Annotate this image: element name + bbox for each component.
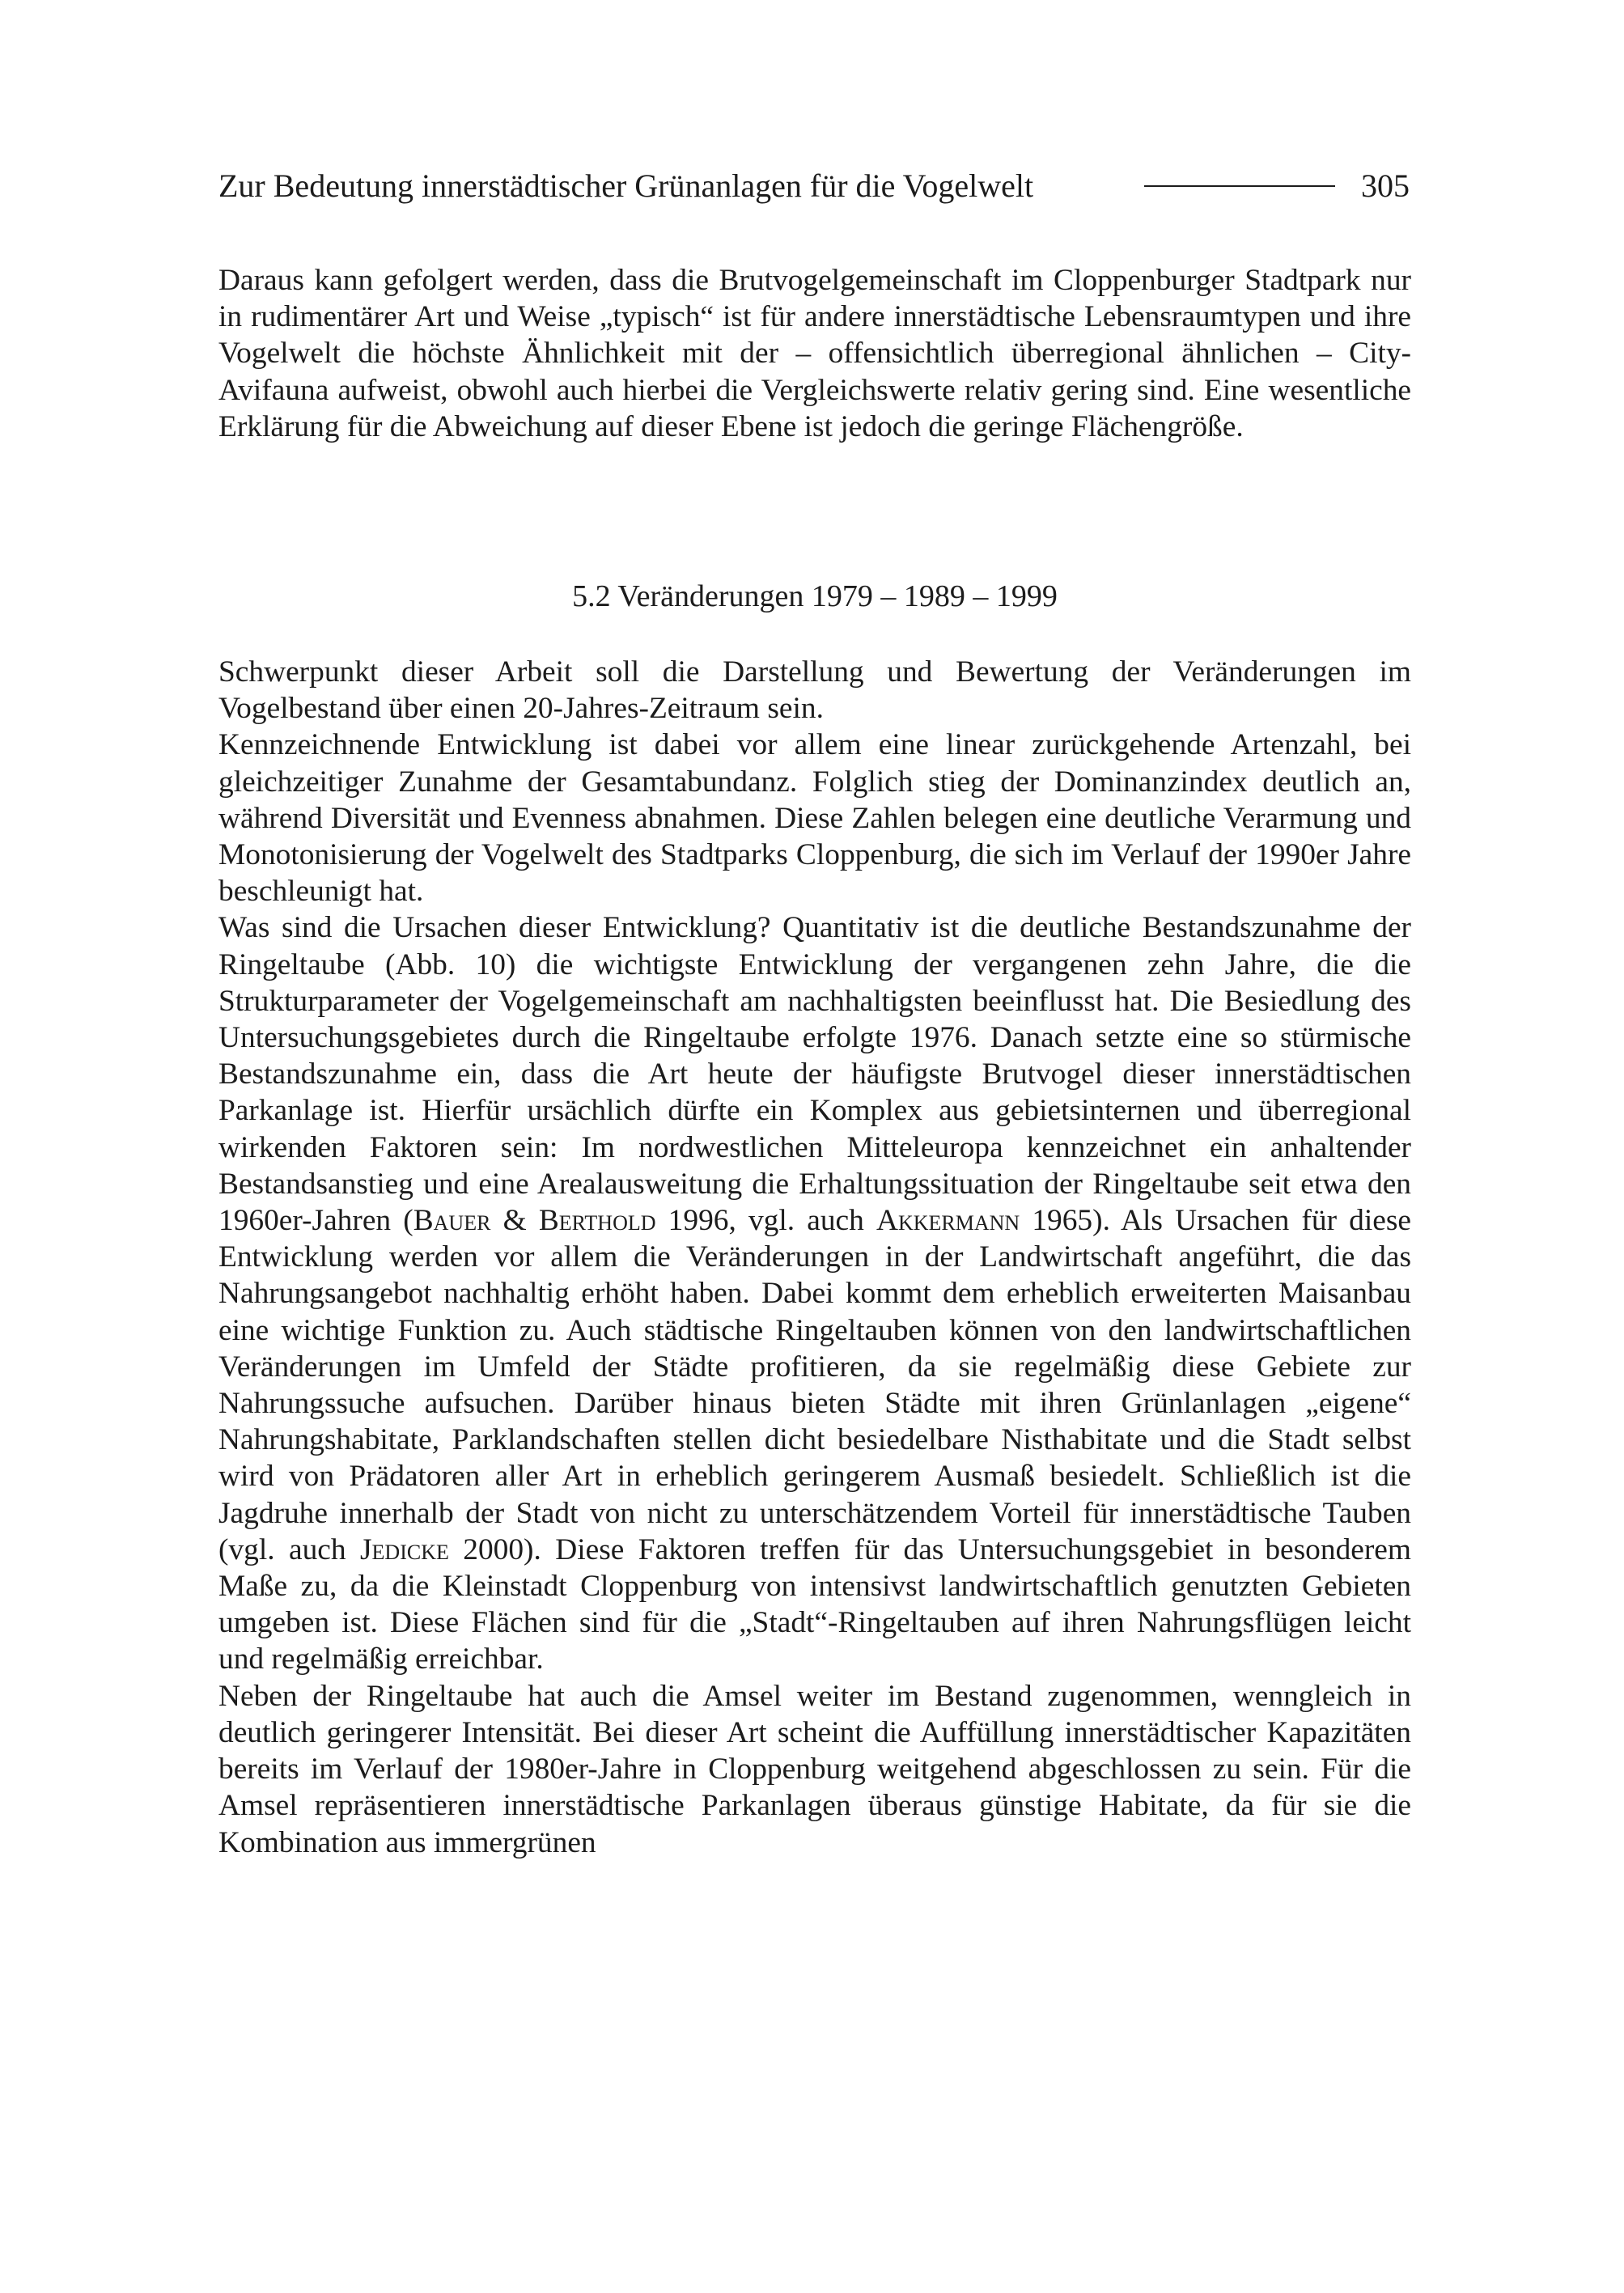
paragraph-3-text-2: 1996, vgl. auch xyxy=(655,1204,876,1238)
section-paragraph-3 xyxy=(218,909,1411,1677)
section-paragraph-2: Kennzeichnende Entwicklung ist dabei vor allem eine linear zurückgehende Artenzahl, bei gleichzeitiger Zunahme der Gesamtabundanz. Folglich stieg der Dominanzindex deutlich an, während Diversität und Evenness abnahmen. Diese Zahlen belegen eine deutliche Verarmung und Monotonisierung der Vogelwelt des Stadtparks Cloppenburg, die sich im Verlauf der 1990er Jahre beschleunigt hat. xyxy=(218,728,1411,909)
citation-author-akkermann: Akkermann xyxy=(876,1204,1020,1238)
section-paragraph-1: Schwerpunkt dieser Arbeit soll die Darstellung und Bewertung der Veränderungen im Vogelbestand über einen 20-Jahres-Zeitraum sein. xyxy=(218,655,1411,726)
paragraph-3-text-1: Was sind die Ursachen dieser Entwicklung? Quantitativ ist die deutliche Bestandszunahme der Ringeltaube (Abb. 10) die wichtigste Entwicklung der vergangenen zehn Jahre, die die Strukturparameter der Vogelgemeinschaft am nachhaltigsten beeinflusst hat. Die Besiedlung des Untersuchungsgebietes durch die Ringeltaube erfolgte 1976. Danach setzte eine so stürmische Bestandszunahme ein, dass die Art heute der häufigste Brutvogel dieser innerstädtischen Parkanlage ist. Hierfür ursächlich dürfte ein Komplex aus gebietsinternen und überregional wirkenden Faktoren sein: Im nordwestlichen Mitteleuropa kennzeichnet ein anhaltender Bestandsanstieg und eine Arealausweitung die Erhaltungssituation der Ringeltaube seit etwa den 1960er-Jahren ( xyxy=(218,911,1411,1238)
page-number: 305 xyxy=(1361,167,1410,204)
running-head-title: Zur Bedeutung innerstädtischer Grünanlagen für die Vogelwelt xyxy=(218,167,1034,204)
section-text-block xyxy=(218,654,1411,1861)
citation-author-jedicke: Jedicke xyxy=(359,1532,449,1566)
running-head-rule xyxy=(1144,185,1335,187)
citation-ampersand: & xyxy=(490,1204,539,1238)
citation-author-berthold: Berthold xyxy=(538,1204,656,1238)
paragraph-3-text-3: 1965). Als Ursachen für diese Entwicklung werden vor allem die Veränderungen in der Landwirtschaft angeführt, die das Nahrungsangebot nachhaltig erhöht haben. Dabei kommt dem erheblich erweiterten Maisanbau eine wichtige Funktion zu. Auch städtische Ringeltauben können von den landwirtschaftlichen Veränderungen im Umfeld der Städte profitieren, da sie regelmäßig diese Gebiete zur Nahrungssuche aufsuchen. Darüber hinaus bieten Städte mit ihren Grünlanlagen „eigene“ Nahrungshabitate, Parklandschaften stellen dicht besiedelbare Nisthabitate und die Stadt selbst wird von Prädatoren aller Art in erheblich geringerem Ausmaß besiedelt. Schließlich ist die Jagdruhe innerhalb der Stadt von nicht zu unterschätzendem Vorteil für innerstädtische Tauben (vgl. auch xyxy=(218,1204,1412,1566)
paragraph-3-text-4: 2000). Diese Faktoren treffen für das Untersuchungsgebiet in besonderem Maße zu, da die Kleinstadt Cloppenburg von intensivst landwirtschaftlich genutzten Gebieten umgeben ist. Diese Flächen sind für die „Stadt“-Ringeltauben auf ihren Nahrungsflügen leicht und regelmäßig erreichbar. xyxy=(218,1532,1411,1676)
intro-text-block xyxy=(218,262,1411,445)
section-heading: 5.2 Veränderungen 1979 – 1989 – 1999 xyxy=(572,579,1058,613)
intro-paragraph: Daraus kann gefolgert werden, dass die Brutvogelgemeinschaft im Cloppenburger Stadtpark nur in rudimentärer Art und Weise „typisch“ ist für andere innerstädtische Lebensraumtypen und ihre Vogelwelt die höchste Ähnlichkeit mit der – offensichtlich überregional ähnlichen – City-Avifauna aufweist, obwohl auch hierbei die Vergleichswerte relativ gering sind. Eine wesentliche Erklärung für die Abweichung auf dieser Ebene ist jedoch die geringe Flächengröße. xyxy=(218,264,1411,443)
citation-author-bauer: Bauer xyxy=(413,1204,491,1238)
section-paragraph-4: Neben der Ringeltaube hat auch die Amsel weiter im Bestand zugenommen, wenngleich in deutlich geringerer Intensität. Bei dieser Art scheint die Auffüllung innerstädtischer Kapazitäten bereits im Verlauf der 1980er-Jahre in Cloppenburg weitgehend abgeschlossen zu sein. Für die Amsel repräsentieren innerstädtische Parkanlagen überaus günstige Habitate, da für sie die Kombination aus immergrünen xyxy=(218,1679,1411,1859)
running-head xyxy=(218,162,1410,210)
